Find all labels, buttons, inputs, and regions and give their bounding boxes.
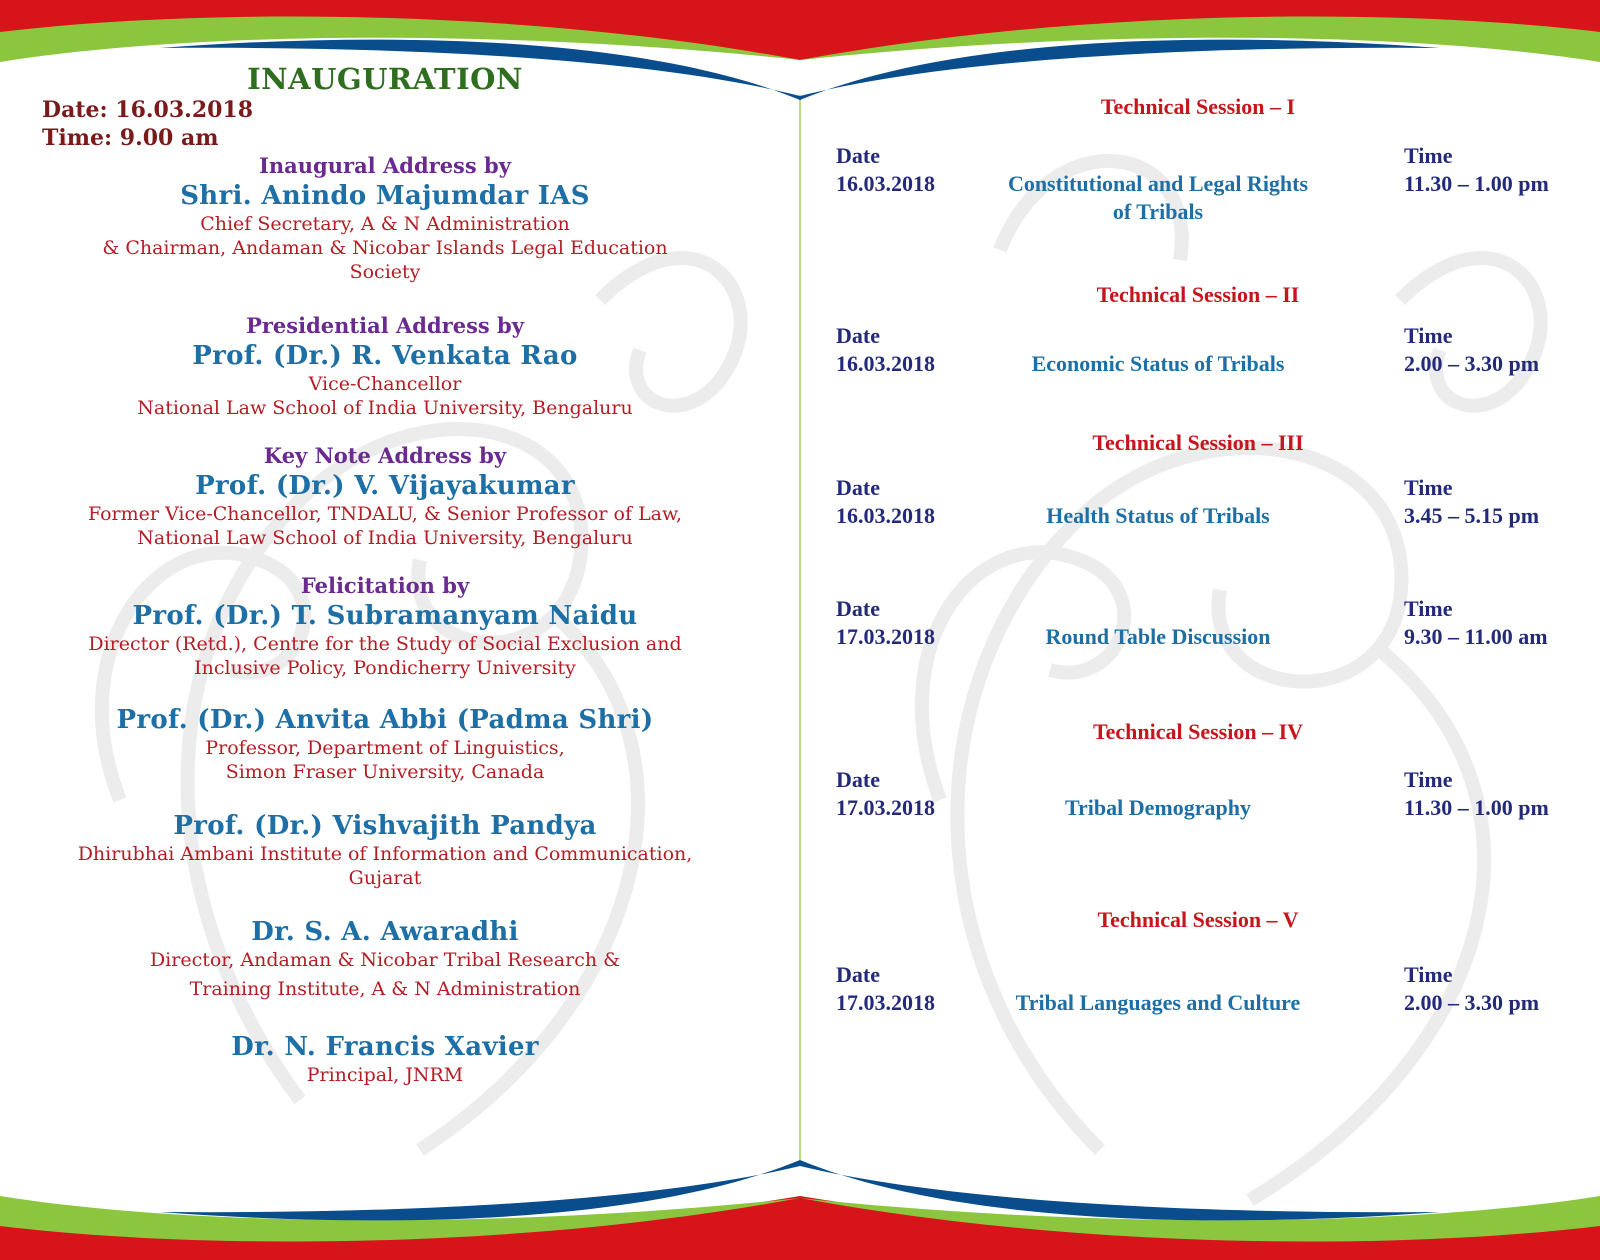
session-topic-line: Economic Status of Tribals (1031, 351, 1285, 376)
session-title: Technical Session – III (1092, 430, 1304, 455)
session-date: 17.03.2018 (836, 624, 935, 649)
session-date-label: Date (836, 596, 880, 621)
session-topic-line: Round Table Discussion (1045, 624, 1271, 649)
speaker-desc: Director, Andaman & Nicobar Tribal Research & (149, 949, 621, 971)
inauguration-title: INAUGURATION (247, 62, 523, 96)
session-time: 3.45 – 5.15 pm (1404, 503, 1540, 528)
speaker-block (20, 152, 750, 284)
speaker-desc: Vice-Chancellor (308, 373, 462, 395)
speaker-name: Dr. N. Francis Xavier (231, 1032, 539, 1062)
session-time-label: Time (1404, 962, 1453, 987)
speaker-name: Prof. (Dr.) Anvita Abbi (Padma Shri) (116, 705, 654, 735)
session-date-label: Date (836, 962, 880, 987)
session-time: 11.30 – 1.00 pm (1404, 171, 1549, 196)
session-topic (978, 623, 1338, 651)
session-time-label: Time (1404, 143, 1453, 168)
bottom-border (0, 1160, 1600, 1260)
session-date: 16.03.2018 (836, 503, 935, 528)
session-time-label: Time (1404, 596, 1453, 621)
session-title: Technical Session – II (1096, 282, 1300, 307)
session-topic-line: Health Status of Tribals (1046, 503, 1270, 528)
speaker-desc: Professor, Department of Linguistics, (205, 737, 565, 759)
session-topic (978, 170, 1338, 226)
session-topic (978, 350, 1338, 378)
session-topic (978, 989, 1338, 1017)
speaker-name: Prof. (Dr.) T. Subramanyam Naidu (132, 601, 638, 631)
session-topic-line: Constitutional and Legal Rights (1007, 171, 1309, 196)
session-date: 17.03.2018 (836, 990, 935, 1015)
session-date: 16.03.2018 (836, 171, 935, 196)
speaker-block (20, 810, 750, 890)
speaker-desc: Chief Secretary, A & N Administration (200, 213, 570, 235)
speaker-desc: Principal, JNRM (306, 1064, 464, 1086)
session-time-label: Time (1404, 767, 1453, 792)
speaker-desc: Former Vice-Chancellor, TNDALU, & Senior Professor of Law, (87, 503, 683, 525)
speaker-name: Prof. (Dr.) V. Vijayakumar (195, 471, 575, 501)
speaker-desc: & Chairman, Andaman & Nicobar Islands Legal Education (102, 237, 668, 259)
inauguration-panel (20, 62, 750, 1087)
speaker-desc: Dhirubhai Ambani Institute of Information and Communication, (77, 843, 693, 865)
speaker-role: Inaugural Address by (259, 153, 511, 178)
session-time: 2.00 – 3.30 pm (1404, 351, 1540, 376)
session-date-label: Date (836, 143, 880, 168)
session-date: 17.03.2018 (836, 795, 935, 820)
session-topic-line: Tribal Demography (1065, 795, 1251, 820)
inauguration-time: Time: 9.00 am (42, 125, 219, 151)
session-title: Technical Session – IV (1092, 719, 1304, 744)
session-time: 9.30 – 11.00 am (1404, 624, 1548, 649)
session-time: 2.00 – 3.30 pm (1404, 990, 1540, 1015)
speaker-name: Shri. Anindo Majumdar IAS (180, 181, 590, 211)
speaker-block (20, 1031, 750, 1087)
session-topic-line: Tribal Languages and Culture (1015, 990, 1301, 1015)
session-time-label: Time (1404, 475, 1453, 500)
session-date-label: Date (836, 323, 880, 348)
speaker-name: Dr. S. A. Awaradhi (251, 917, 519, 947)
session-topic (978, 794, 1338, 822)
speaker-desc: Director (Retd.), Centre for the Study of Social Exclusion and (88, 633, 682, 655)
session-date: 16.03.2018 (836, 351, 935, 376)
speaker-desc: Society (349, 261, 421, 283)
session-time: 11.30 – 1.00 pm (1404, 795, 1549, 820)
session-topic (978, 502, 1338, 530)
speaker-desc: Gujarat (348, 867, 422, 889)
speaker-desc: Simon Fraser University, Canada (225, 761, 545, 783)
speaker-block (20, 572, 750, 680)
speaker-desc: National Law School of India University, Bengaluru (137, 527, 633, 549)
inauguration-date: Date: 16.03.2018 (42, 97, 254, 123)
session-date-label: Date (836, 767, 880, 792)
speaker-desc: Inclusive Policy, Pondicherry University (194, 657, 576, 679)
speaker-role: Presidential Address by (246, 313, 524, 338)
session-date-label: Date (836, 475, 880, 500)
speaker-block (20, 916, 750, 1001)
session-time-label: Time (1404, 323, 1453, 348)
speaker-desc: National Law School of India University, Bengaluru (137, 397, 633, 419)
speaker-role: Key Note Address by (263, 443, 507, 468)
speaker-desc: Training Institute, A & N Administration (189, 978, 581, 1000)
speaker-block (20, 704, 750, 784)
speaker-block (20, 442, 750, 550)
session-title: Technical Session – V (1097, 907, 1299, 932)
speaker-role: Felicitation by (300, 573, 470, 598)
session-topic-line: of Tribals (1112, 199, 1204, 224)
session-title: Technical Session – I (1100, 94, 1296, 119)
speaker-name: Prof. (Dr.) R. Venkata Rao (192, 341, 578, 371)
speaker-block (20, 312, 750, 420)
speaker-name: Prof. (Dr.) Vishvajith Pandya (173, 811, 597, 841)
